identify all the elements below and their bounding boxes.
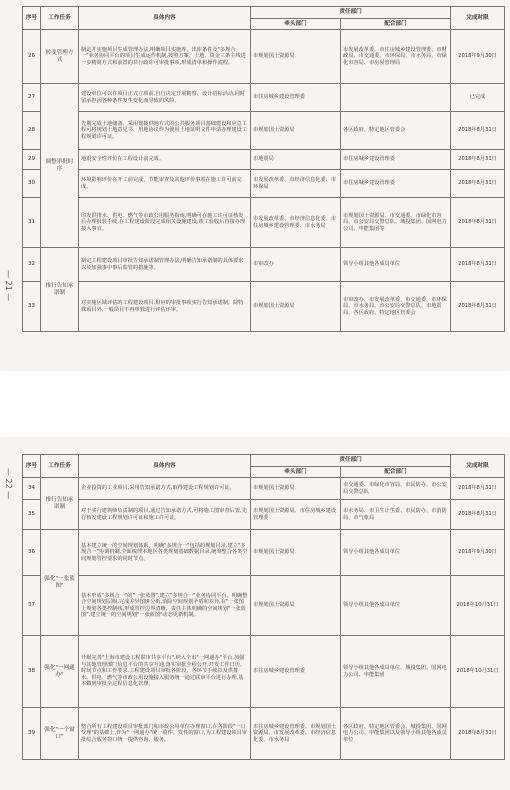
row-task: 调整审批时序 <box>41 84 79 248</box>
row-coop: 市水务局、市卫生计生委、市民防办、市消防局、市气象局 <box>341 500 451 530</box>
header-task: 工作任务 <box>41 455 79 478</box>
row-deadline: 2018年8月31日 <box>451 150 505 170</box>
row-lead: 市规划国土资源局、市住房城乡建设管理委 <box>251 500 341 530</box>
row-coop: 领导小组其他各成员单位 <box>341 248 451 282</box>
row-task: 推行告知承诺制 <box>41 248 79 332</box>
row-seq: 28 <box>23 112 41 150</box>
row-coop: 各区政府、特定地区管委会、城投集团、国网电力公司、申能集团以及领导小组其他各成员单位 <box>341 708 451 760</box>
table-row <box>23 478 505 500</box>
row-seq: 29 <box>23 150 41 170</box>
row-task: 强化"一网通办" <box>41 636 79 708</box>
row-deadline: 2018年10月31日 <box>451 636 505 708</box>
header-lead: 牵头部门 <box>251 19 341 30</box>
row-lead: 市发展改革委、市经济信息化委、市住房城乡建设管理委、市水务局 <box>251 198 341 248</box>
header-task: 工作任务 <box>41 7 79 30</box>
row-task: 强化"一个窗口" <box>41 708 79 760</box>
header-dept: 责任部门 <box>251 455 451 467</box>
row-deadline: 2018年8月31日 <box>451 112 505 150</box>
table-row <box>23 282 505 332</box>
row-task: 强化"一张蓝图" <box>41 530 79 636</box>
table-row <box>23 112 505 150</box>
row-deadline: 已完成 <box>451 84 505 112</box>
row-deadline: 2018年9月30日 <box>451 30 505 84</box>
header-content: 具体内容 <box>79 7 251 30</box>
row-seq: 34 <box>23 478 41 500</box>
table-row <box>23 248 505 282</box>
row-deadline: 2018年8月31日 <box>451 500 505 530</box>
row-content: 企业投资的工业项目,采用告知承诺方式,取得建设工程规划许可证。 <box>79 478 251 500</box>
row-coop: 市规划国土资源局、市交通委、市绿化市容局、市公安局交警总队、城投集团、国网电力公司、申能集团等 <box>341 198 451 248</box>
header-seq: 序号 <box>23 455 41 478</box>
row-content: 印发供排水、供电、燃气等市政公用服务指南,明确可在施工许可证核发后办理报装手续,在工程建设阶段完成相关设施建设,竣工验收后直接办理接入事宜。 <box>79 198 251 248</box>
page-number: — 22 — <box>4 468 13 500</box>
row-deadline: 2018年10月31日 <box>451 576 505 636</box>
table-row <box>23 30 505 84</box>
row-deadline: 2018年8月31日 <box>451 478 505 500</box>
row-seq: 26 <box>23 30 41 84</box>
row-lead: 市规划国土资源局 <box>251 30 341 84</box>
row-seq: 27 <box>23 84 41 112</box>
header-deadline: 完成时限 <box>451 7 505 30</box>
document-page-22 <box>0 438 510 790</box>
row-seq: 32 <box>23 248 41 282</box>
row-content: 制定并实施项目生成管理办法,明确项目实施库、出库条件及"多规合一"业务协同平台的项目生成运作机制,按照方案、土地、资金三条主线进一步精简方式和前置的非行政许可审批事项,形成清单和操作流程。 <box>79 30 251 84</box>
row-deadline: 2018年8月31日 <box>451 198 505 248</box>
table-row <box>23 576 505 636</box>
table-row <box>23 170 505 198</box>
row-content: 对实施区域评估的工程建设项目,相应的审批事项实行告知承诺制。除特殊项目外,一般项目不再单独进行评估评审。 <box>79 282 251 332</box>
row-coop: 市交通委、市绿化市容局、市民防办、市公安局交警总队 <box>341 478 451 500</box>
row-task: 转变管理方式 <box>41 30 79 84</box>
header-dept: 责任部门 <box>251 7 451 19</box>
row-coop: 市住房城乡建设管理委 <box>341 170 451 198</box>
row-seq: 35 <box>23 500 41 530</box>
row-content: 基本建立统一的空间规划体系。明确"多规合一"包括的规划目录,建立"多规合一"协调机制,全面梳理本地区各类规划基础数据目录,统筹整合各类空间规划管控要求的同时节点。 <box>79 530 251 576</box>
row-coop: 领导小组其他各成员单位 <box>341 576 451 636</box>
row-content: 先期完成土地储备、采用划拨供地方式的公共服务项目基础建设和应急工程可将规划土地意见书、用地协议作为使用土地证明文件申请办理建设工程规划许可证。 <box>79 112 251 150</box>
header-coop: 配合部门 <box>341 19 451 30</box>
row-seq: 39 <box>23 708 41 760</box>
row-deadline: 2018年8月31日 <box>451 708 505 760</box>
table-row <box>23 708 505 760</box>
row-content: 升级完善"上海市建设工程联审共享平台",纳入全市"一网通办"平台,加强与其他管理部门信息平台的共享互通,落实审批全程公开,开发工作日历、时间节点和工作要求,工程建设项目审批各阶段、各环节手续以及供排水、供电、燃气等市政公用设施接入服务统一通过联审平台进行办理,基本做到审批全过程信息化管理。 <box>79 636 251 708</box>
row-lead: 市发展改革委、市经济信息化委、市环保局 <box>251 170 341 198</box>
row-deadline: 2018年8月31日 <box>451 248 505 282</box>
row-seq: 38 <box>23 636 41 708</box>
row-content: 制定工程建设项目审批告知承诺制管理办法,明确告知承诺制的具体要求以及加强事中事后监管的措施等。 <box>79 248 251 282</box>
row-deadline: 2018年8月31日 <box>451 282 505 332</box>
row-lead: 市审改办 <box>251 248 341 282</box>
row-lead: 市规划国土资源局 <box>251 282 341 332</box>
row-coop <box>341 84 451 112</box>
header-coop: 配合部门 <box>341 467 451 478</box>
row-content: 基本形成"多规合一"的"一张蓝图",建立"多规合一"业务协同平台。明确整合空间规划层级,完成差异图斑分析,消除空间规划矛盾和差异,在"一张图上规划各类控制线,形成管控边界清晰、责任主体明确的空间规划"一张蓝图",建立统一的空间规划"一张蓝图"动态更新机制。 <box>79 576 251 636</box>
row-task: 推行告知承诺制 <box>41 478 79 530</box>
table-row <box>23 636 505 708</box>
row-lead: 市规划国土资源局 <box>251 112 341 150</box>
row-content: 地震安全性评价在工程设计前完成。 <box>79 150 251 170</box>
row-deadline: 2018年9月30日 <box>451 530 505 576</box>
row-content: 建设单位可以在项目正式立项前,自行决定开展勘察、设计招标活动,同时留承担因各种条件发生变化而导致的风险。 <box>79 84 251 112</box>
row-coop: 市发展改革委、市住房城乡建设管理委、市财政局、市交通委、市环保局、市水务局、市绿化市容局、市房屋管理局 <box>341 30 451 84</box>
row-lead: 市住房城乡建设管理委 <box>251 636 341 708</box>
row-seq: 36 <box>23 530 41 576</box>
document-page-21 <box>0 0 510 370</box>
row-deadline: 2018年8月31日 <box>451 170 505 198</box>
row-lead: 市规划国土资源局 <box>251 530 341 576</box>
header-deadline: 完成时限 <box>451 455 505 478</box>
header-seq: 序号 <box>23 7 41 30</box>
header-lead: 牵头部门 <box>251 467 341 478</box>
table-row <box>23 530 505 576</box>
row-coop: 领导小组其他各成员单位、城投集团、国网电力公司、申能集团 <box>341 636 451 708</box>
row-seq: 37 <box>23 576 41 636</box>
row-lead: 市地震局 <box>251 150 341 170</box>
row-coop: 市审改办、市发展改革委、市交通委、市环保局、市水务局、市公安局交警总队、市地震局、各区政府、特定地区管委会 <box>341 282 451 332</box>
table-row <box>23 500 505 530</box>
row-seq: 33 <box>23 282 41 332</box>
task-table <box>22 454 505 760</box>
row-coop: 领导小组其他各成员单位 <box>341 530 451 576</box>
task-table <box>22 6 505 332</box>
row-coop: 市住房城乡建设管理委 <box>341 150 451 170</box>
row-content: 对于实行建筑师负责制的项目,通过告知承诺方式,可将施工图审查后置,先行核发建设工程规划许可证和施工许可证。 <box>79 500 251 530</box>
row-content: 整合所有工程建设项目审批部门和市政公用单位办理窗口,在各阶段"一口受理"的基础上,作为"一网通办"统一收件、发件的窗口,为工程建设项目审批综合服务窗口统一提供咨询、服务。 <box>79 708 251 760</box>
header-content: 具体内容 <box>79 455 251 478</box>
row-lead: 市住房城乡建设管理委 <box>251 84 341 112</box>
page-number: — 21 — <box>4 270 13 302</box>
row-seq: 31 <box>23 198 41 248</box>
row-seq: 30 <box>23 170 41 198</box>
table-row <box>23 150 505 170</box>
table-row <box>23 84 505 112</box>
row-lead: 市规划国土资源局 <box>251 576 341 636</box>
row-lead: 市住房城乡建设管理委、市规划国土资源局、市发展改革委、市经济信息化委、市水务局 <box>251 708 341 760</box>
table-row <box>23 198 505 248</box>
row-coop: 各区政府、特定地区管委会 <box>341 112 451 150</box>
row-lead: 市规划国土资源局 <box>251 478 341 500</box>
row-content: 环境影响评价在开工前完成、节能审查及其他评价事项在施工许可前完成。 <box>79 170 251 198</box>
